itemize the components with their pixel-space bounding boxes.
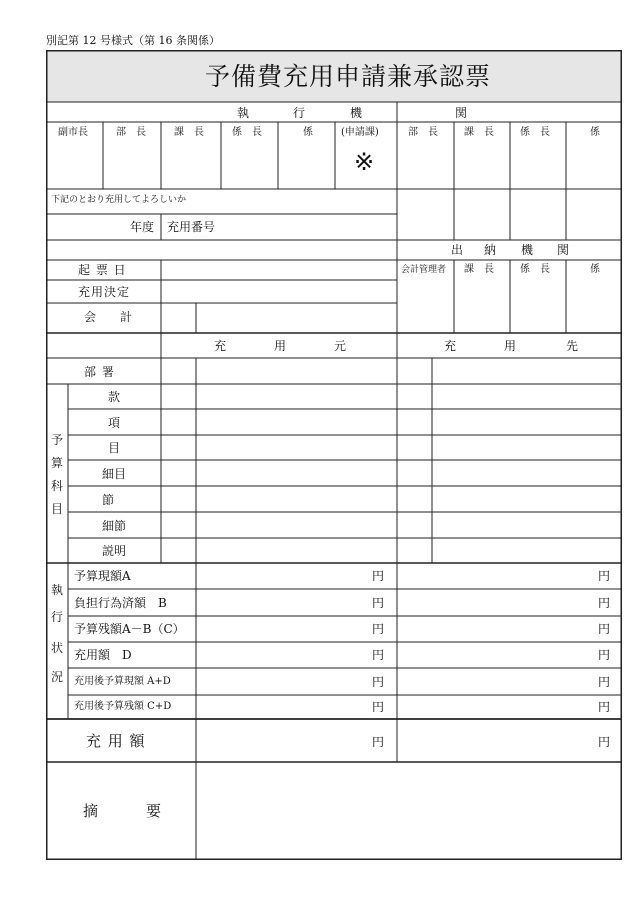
appropriation-number-label: 充用番号 <box>167 220 216 234</box>
yen-dest-1: 円 <box>598 569 611 583</box>
approval-form <box>46 50 622 860</box>
role-director-2: 部 長 <box>408 127 438 138</box>
budget-group-char-4: 目 <box>51 502 64 516</box>
role-accounting-unit-chief: 係 長 <box>520 264 550 275</box>
role-unit-chief-2: 係 長 <box>520 127 550 138</box>
accounting-org-label-4: 関 <box>557 243 570 257</box>
exec-item-remaining: 予算残額A－B（C） <box>74 622 185 636</box>
yen-dest-6: 円 <box>598 700 611 714</box>
exec-group-char-3: 状 <box>51 641 64 655</box>
fiscal-year-label: 年度 <box>130 220 155 234</box>
remarks-label-2: 要 <box>146 802 162 820</box>
exec-group-char-1: 執 <box>51 583 64 597</box>
department-label: 部 署 <box>84 365 115 379</box>
exec-item-after-remaining: 充用後予算残額 C+D <box>74 701 172 712</box>
yen-source-5: 円 <box>372 675 385 689</box>
appropriation-decision-label: 充用決定 <box>78 285 131 299</box>
role-staff: 係 <box>303 127 313 138</box>
notice-text: 下記のとおり充用してよろしいか <box>51 195 187 205</box>
budget-item-setsu: 節 <box>102 493 115 507</box>
form-title: 予備費充用申請兼承認票 <box>205 62 492 91</box>
yen-source-4: 円 <box>372 648 385 662</box>
accounting-label: 会 計 <box>84 310 133 324</box>
role-section-chief: 課 長 <box>174 127 204 138</box>
role-accounting-staff: 係 <box>590 264 600 275</box>
exec-item-after-current: 充用後予算現額 A+D <box>74 676 171 687</box>
source-label-3: 元 <box>334 339 347 353</box>
exec-item-committed: 負担行為済額 B <box>74 596 167 610</box>
yen-source-6: 円 <box>372 700 385 714</box>
exec-item-appropriation: 充用額 D <box>74 648 132 662</box>
role-applicant-section: (申請課) <box>341 127 379 138</box>
role-unit-chief: 係 長 <box>232 127 262 138</box>
budget-group-char-2: 算 <box>51 456 64 470</box>
exec-group-char-4: 況 <box>51 670 64 684</box>
budget-item-saimoku: 細目 <box>102 467 127 481</box>
accounting-org-label-2: 納 <box>484 243 497 257</box>
dest-label-1: 充 <box>444 339 457 353</box>
yen-source-3: 円 <box>372 622 385 636</box>
role-section-chief-2: 課 長 <box>464 127 494 138</box>
yen-dest-4: 円 <box>598 648 611 662</box>
yen-total-dest: 円 <box>598 735 611 749</box>
budget-item-moku: 目 <box>108 441 121 455</box>
exec-group-char-2: 行 <box>51 610 64 624</box>
budget-group-char-3: 科 <box>51 479 64 493</box>
dest-label-3: 先 <box>566 339 579 353</box>
yen-source-1: 円 <box>372 569 385 583</box>
accounting-org-label-3: 機 <box>521 243 534 257</box>
budget-item-saisetsu: 細節 <box>102 519 127 533</box>
exec-org-label-2: 行 <box>293 106 306 120</box>
role-staff-2: 係 <box>590 127 600 138</box>
remarks-label-1: 摘 <box>83 802 99 820</box>
role-director: 部 長 <box>116 127 146 138</box>
applicant-mark: ※ <box>354 148 375 176</box>
exec-org-label-4: 関 <box>455 106 468 120</box>
budget-group-char-1: 予 <box>51 433 64 447</box>
exec-org-label-3: 機 <box>350 106 363 120</box>
exec-item-budget-current: 予算現額A <box>74 569 131 583</box>
budget-item-setsumei: 説明 <box>102 544 127 558</box>
source-label-2: 用 <box>274 339 287 353</box>
exec-org-label-1: 執 <box>237 106 250 120</box>
budget-item-kou: 項 <box>108 416 121 430</box>
yen-total-source: 円 <box>372 735 385 749</box>
appropriation-amount-label: 充 用 額 <box>86 732 146 750</box>
dest-label-2: 用 <box>504 339 517 353</box>
yen-dest-3: 円 <box>598 622 611 636</box>
role-vice-mayor: 副市長 <box>58 127 88 138</box>
role-accounting-section-chief: 課 長 <box>464 264 494 275</box>
yen-dest-2: 円 <box>598 596 611 610</box>
accounting-org-label-1: 出 <box>451 243 464 257</box>
form-caption: 別記第 12 号様式（第 16 条関係） <box>46 34 220 47</box>
yen-dest-5: 円 <box>598 675 611 689</box>
draft-date-label: 起 票 日 <box>78 263 127 277</box>
source-label-1: 充 <box>214 339 227 353</box>
role-accounting-manager: 会計管理者 <box>401 265 447 275</box>
yen-source-2: 円 <box>372 596 385 610</box>
budget-item-kan: 款 <box>108 390 121 404</box>
